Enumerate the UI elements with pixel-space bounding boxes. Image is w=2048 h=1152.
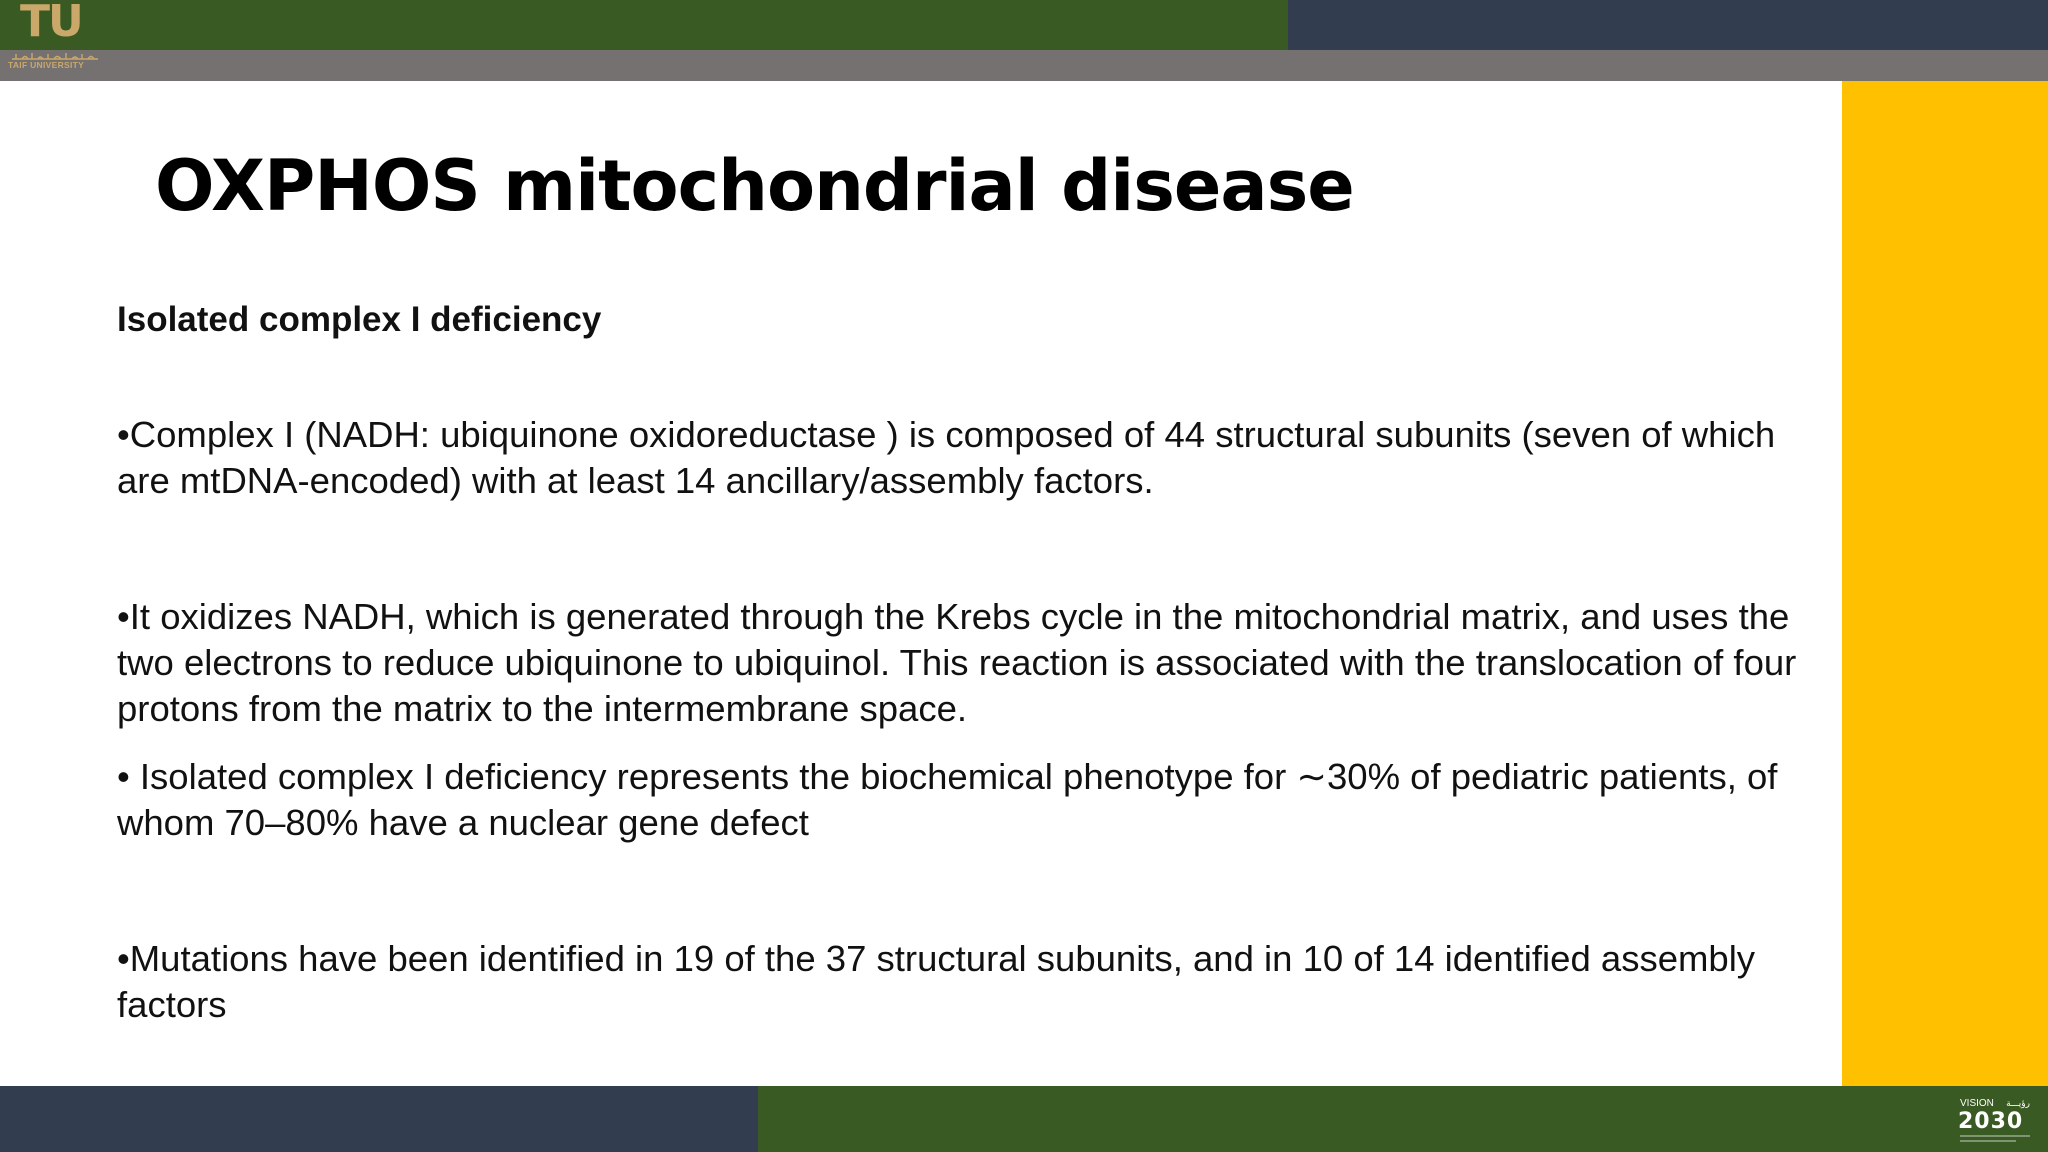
slide-body <box>117 297 1817 1028</box>
vision-year: 2030 <box>1958 1109 2024 1134</box>
side-gold-bar <box>1842 81 2048 1086</box>
header-green-bar <box>0 0 1288 50</box>
bullet-paragraph: •Complex I (NADH: ubiquinone oxidoreductase ) is composed of 44 structural subunits (seven of which are mtDNA-encoded) with at least 14 ancillary/assembly factors. <box>117 414 1776 501</box>
bullet-paragraph: • Isolated complex I deficiency represents the biochemical phenotype for ∼30% of pediatric patients, of whom 70–80% have a nuclear gene defect <box>117 756 1778 843</box>
header-gray-bar <box>0 50 2048 81</box>
header-navy-bar <box>1288 0 2048 50</box>
bullet-paragraph: •Mutations have been identified in 19 of the 37 structural subunits, and in 10 of 14 identified assembly factors <box>117 938 1756 1025</box>
vision-label: VISION <box>1960 1098 1994 1109</box>
footer-green-bar <box>758 1086 2048 1152</box>
slide-title: OXPHOS mitochondrial disease <box>155 145 1354 227</box>
slide-subheading: Isolated complex I deficiency <box>117 300 602 339</box>
logo-university-name: TAIF UNIVERSITY <box>8 60 85 70</box>
logo-tu-text: TU <box>20 0 82 47</box>
footer-navy-bar <box>0 1086 758 1152</box>
vision-arabic: رؤيـــة <box>2006 1099 2030 1109</box>
bullet-paragraph: •It oxidizes NADH, which is generated through the Krebs cycle in the mitochondrial matrix, and uses the two electrons to reduce ubiquinone to ubiquinol. This reaction is associated with the translocation of four protons from the matrix to the intermembrane space. <box>117 596 1797 729</box>
vision-2030-logo <box>1956 1092 2036 1148</box>
taif-university-logo <box>0 0 106 80</box>
